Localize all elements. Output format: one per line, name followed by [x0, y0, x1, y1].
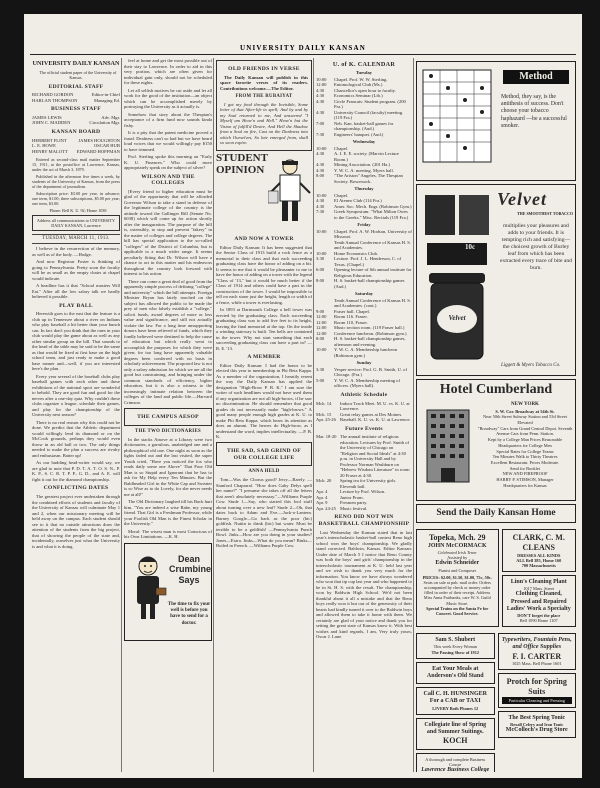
- dean-crumbine-ad: [124, 543, 212, 641]
- hotel-details: [477, 402, 573, 489]
- sad-grind-heading: THE SAD, SAD GRIND OF OUR COLLEGE LIFE: [227, 447, 301, 461]
- entry-time: 7:30: [316, 131, 325, 137]
- theatre-name: Sam S. Shubert: [435, 637, 476, 644]
- kansan-board-heading: KANSAN BOARD: [51, 128, 101, 135]
- entry-time: 4:30: [316, 198, 325, 204]
- humor-paragraph: Tom—Was the Chorus good? Jerry—Rarely. —Stanford Chaparral. "How does Gaby Delys spell her name?" "I presume she takes off all the letters that aren't absolutely necessary."—Williams Purple Cow. Stude 1—Say, who started this fool stuff about turning over a new leaf? Stude 2—Oh, that dates back to Adam and Eve.—Jack-o-Lantern. Barney Google—Go back as the poor (hic) goldfish. Nuttin to drink (hic) but water. Must be terrible to be a goldfish! —Pennsylvania Punch Bowl. Jinks—How are you doing in your studies? Jones—Extra. Jinks—What do you mean? Binks—Boiled in French. —Williams Purple Cow.: [216, 477, 312, 549]
- linns-cleaning-ad: [502, 575, 577, 627]
- entry-event: Economics Seminar (Lib.): [334, 93, 383, 99]
- entry-time: 4:30: [316, 93, 325, 99]
- spring-tonic-ad: [498, 711, 577, 739]
- calendar-entry: [316, 151, 412, 162]
- entry-time: 12:00: [316, 82, 327, 88]
- entry-time: 10:00: [316, 228, 327, 234]
- staff-role: Circulation Mgr.: [89, 120, 120, 126]
- editorial-paragraph: Herewith goes to the east that the feature is a club up in Tennessee about a river on Indians who play baseball a hit better than your bunch can. In fact don't you think that the ones in your club would play the game about as well as any other similar group on the hill. That sounds to the head of the table may be said to be the same as that would be fixed at first base on the high school team, and just ready to make a good base runner and—well, if you are interested here's the plan.: [32, 311, 120, 372]
- hunsinger-cab-ad: [416, 687, 495, 715]
- tally-chart-icon: [421, 66, 493, 166]
- calendar-entry: [316, 278, 412, 289]
- hotel-line: HARRY P. STIMSON, Manager: [496, 477, 554, 483]
- entry-event: Opening lecture of Sth annual institute for Religious Education.: [334, 267, 412, 278]
- calendar-entry: [316, 110, 412, 121]
- aesop-title: THE TWO DICTIONARIES: [135, 429, 201, 435]
- velvet-ad-text: multiplies your pleasures and adds to your friends. It is tempting rich and satisfying—the choicest growth of Burley leaf from which has been extracted every trace of bite and burn.: [500, 223, 572, 271]
- staff-name: JAMES LEWIS: [32, 114, 62, 120]
- entry-time: 10:00: [316, 250, 327, 256]
- entry-event: Mining Association. (201 Ha.): [334, 162, 391, 168]
- entry-time: 4:30: [316, 98, 325, 104]
- staff-name: RICHARD GORDON: [32, 92, 74, 98]
- aesop-moral: Moral: The wisest man is most Conscious of his Own Limitations. —K. H.: [124, 528, 212, 540]
- hotel-line: Excellent Restaurant. Prices Moderate.: [490, 459, 560, 465]
- subscription-notice: Subscription price: $3.00 per year, in advance; one term, $1.00; three subscriptions, $5.00 per year; one term, $3.00.: [32, 191, 120, 207]
- method-ad-title: Method: [503, 70, 569, 84]
- opinion-paragraph: In 1893 at Dartmouth College a bell tower was erected by the graduating class. Each succeeding graduating class was to add five feet to its height, leaving the final memorial at the top. On the inside a winding stairway is built. Ten bells are contained in the tower. Why not start something that each succeeding graduating class can have a part in? —R. E. '13.: [216, 307, 312, 351]
- calendar-entry: [316, 336, 412, 347]
- student-opinion-banner: [216, 153, 312, 233]
- linns-specialty: Ladies' Work a Specialty: [506, 605, 571, 612]
- staff-row: [32, 98, 120, 104]
- entry-time: 12:00: [316, 330, 327, 336]
- student-opinion-title: STUDENT OPINION: [216, 151, 268, 176]
- entry-event: Spring tea for University girls. Eleventh hall.: [340, 478, 397, 489]
- conflicting-dates-heading: CONFLICTING DATES: [43, 485, 109, 492]
- business-staff-heading: BUSINESS STAFF: [51, 106, 101, 113]
- hotel-address: S. W. Cor. Broadway at 54th St.: [495, 408, 555, 414]
- special-trains: Special Trains on the Santa Fe for Concert. Good Service.: [426, 605, 489, 616]
- paper-subtitle: The official student paper of the University of Kansas.: [39, 70, 117, 81]
- ad-stack: [502, 526, 577, 630]
- crumbine-ad-title: Dean Crumbine Says: [169, 553, 212, 585]
- entry-event: Y. W. C. A. Membership meeting of officers. (Myers hall).: [334, 377, 401, 389]
- method-tobacco-ad: [416, 61, 576, 181]
- entry-event: H. S. basket-ball championship games, afternoon and evening.: [334, 336, 406, 347]
- calendar-day-heading: Wednesday: [352, 139, 376, 145]
- calendar-entry: [316, 298, 412, 309]
- editorial-paragraph: feel at home and get the most possible out of their stay to Lawrence. In order to aid in this very portion, which are often given for individual gain only, should not be scheduled for these nights.: [124, 58, 212, 85]
- verse-box: [216, 60, 312, 151]
- verse-heading: OLD FRIENDS IN VERSE: [228, 66, 300, 72]
- entry-event: Home Economics Club.: [334, 250, 379, 256]
- entry-event: Fresmen party.: [340, 500, 368, 506]
- calendar-day-heading: Tuesday: [355, 70, 373, 76]
- hotel-line: Headquarters for Kansas: [503, 482, 547, 488]
- linns-name: Linn's Cleaning Plant: [510, 579, 567, 586]
- entry-time: [316, 240, 334, 251]
- concert-seat-note: Seats on sale at pub. mail order. Orders accompanied by check or money order filled in order of their receipt. Address Miss Anna Fairbanks, care W. S. Guild Music Store.: [423, 579, 491, 606]
- campus-aesop-heading: THE CAMPUS AESOP: [137, 414, 199, 421]
- future-entry: [316, 506, 412, 512]
- entry-time: 10:00: [316, 347, 327, 353]
- calendar-entry: [316, 132, 412, 138]
- hotel-line: Special Rates for College Teams: [496, 448, 554, 454]
- linns-reminder: DON'T forget the place: [517, 612, 561, 618]
- student-figure-icon: [268, 157, 312, 227]
- hotel-line: Send for Booklet: [510, 465, 540, 471]
- entry-time: 9:00: [316, 308, 325, 314]
- entry-event: Lecture. Prof. J. L. Henderson, C. of Texas. (Chapel.): [334, 256, 402, 267]
- address-box: Address all communications to UNIVERSITY DAILY KANSAN, Lawrence: [32, 215, 120, 231]
- entry-time: 10:00: [316, 145, 327, 151]
- future-entry: [316, 434, 412, 478]
- clark-cleaners-ad: [502, 529, 577, 572]
- hotel-line: Kept by a College Man Prices Reasonable: [487, 437, 563, 443]
- entry-time: 5:00: [316, 377, 325, 383]
- calendar-entry: [316, 229, 412, 240]
- entry-date: Mch. 14: [316, 400, 332, 406]
- entry-event: Chapel.: [334, 192, 349, 198]
- calendar-day-heading: Friday: [357, 222, 371, 228]
- carter-goods: Typewriters, Fountain Pens, and Office Supplies: [501, 637, 572, 651]
- carter-name: F. I. CARTER: [512, 651, 562, 661]
- linns-service: Clothing Cleaned, Pressed and Repaired: [510, 591, 567, 605]
- entry-event: Baseball. K. U. vs. K. U. at Lawrence.: [340, 417, 411, 423]
- staff-name: JOHN C. MADDEN: [32, 120, 71, 126]
- hotel-line: Near 50th Street Subway Station and 53d Street Elevated: [482, 414, 568, 425]
- entry-event: The annual institute of religious education. Lectures by Prof. Smith of the University of Chicago on "Religion and Social Ideals" at 4:30 p.m. in University Hall and by Professor Norman Washburn on "Hebrew Wisdom Literature" in room 20 Fraser at 4:30.: [340, 434, 410, 478]
- column-divider: [413, 58, 414, 772]
- entry-event: Entomological Club (Ms.): [334, 82, 383, 88]
- opinion-paragraph: Editor Daily Kansan: It has been suggested that the Senior Class of 1913 build a rock fence as a memorial to their class and that each succeeding graduating class have the honor of adding on a bit. It seems to me that it would be pleasanter to me to have the honor of adding on a tower with the legend "Class of '13," but it would be much better if the Class of 1914 and others could have a part in the construction of the tower. I would be impossible to tell on each stone just the height, length or width of a fence, while a tower is everlasting.: [216, 244, 312, 305]
- editorial-paragraph: There can come a great deal of good from the apparently simple process of defining "college" and university" which the bill attempts. Foreign Minister Bryan has lately touched on the subject has allowed the public to be made the prey of men who falsely establish a "college," solicit funds, award degrees of more or less value and significance, and still not actually violate the law. For a long time unsupporting donors have been relieved of funds, which they fondly believed were destined to help the cause of education but which really went to accomplish the purposes for which they were given; for too long have apparently valuable degrees been conferred with no basis in scholarly achievement. The proposed law is not only a salary admission for which we are all the good but constraining, and bringing under the common standards of efficiency, higher education, but it is also a witness to the increasingly intimate relation between the colleges of the land and public life.—Harvard Crimson.: [124, 278, 212, 405]
- calendar-entry: [316, 367, 412, 378]
- editorial-paragraph: The greatest project ever undertaken through the combined efforts of students and faculty of the University of Kansas will culminate May 1 and 2, when our missionary meeting will be held away on the campus. Each student should see to it that no outside attractions draw the attention of the students from the big project, that of showing the people of the state and, incidentally, ourselves just what the University is and what it is doing.: [32, 494, 120, 549]
- carter-supplies-ad: [498, 633, 577, 670]
- linns-address: 1017 Mass. Street: [523, 586, 555, 592]
- athletic-entry: [316, 401, 412, 412]
- editorial-paragraph: A headline has it that "School masters Will Eat." After all the low salary talk we hardly believed it possible.: [32, 283, 120, 300]
- entry-event: Greek Symposium: "What Milton Owes to the Greeks." Misc. Recitals (119 Fra.): [334, 209, 409, 220]
- ad-stack: [416, 630, 495, 772]
- entry-date: Apr. 4: [316, 494, 328, 500]
- future-events: [316, 434, 412, 511]
- entry-time: 4:30: [316, 162, 325, 168]
- editorial-paragraph: Every year several of the baseball clubs play baseball games with each other and these exhibitions of the national sport are wonderful to behold. They are good fun and good for the nerves after a one-day quiz. Why couldn't these clubs organize a league, schedule their games, and play for the championship of the University next season?: [32, 373, 120, 418]
- crumbine-ad-text: The time to fix your well is before you have to send for a doctor.: [167, 601, 211, 626]
- entry-date: Apr. 4: [316, 489, 328, 495]
- calendar-column: [316, 58, 412, 772]
- entry-time: 4:30: [316, 109, 325, 115]
- future-heading: Future Events: [345, 425, 383, 432]
- editorial-staff-heading: EDITORIAL STAFF: [48, 83, 104, 90]
- koch-name: KOCH: [443, 736, 468, 746]
- ad-row: [416, 630, 576, 772]
- calendar-entry: [316, 240, 412, 251]
- editorial-paragraph: And now Registrar Foster is thinking of going to Pennsylvania. Pretty soon the faculty will be as small as the empty chairs at chapel would indicate.: [32, 259, 120, 281]
- entry-time: 7:30: [316, 209, 325, 215]
- entry-event: Tenth Annual Conference of Kansas H. S. and Academies. (cont.): [334, 297, 411, 309]
- hotel-building-icon: [423, 404, 473, 484]
- entry-event: Amer. Soc. Mech. Engr. (Robinson Gym.): [334, 203, 412, 209]
- protch-suits-ad: [498, 673, 577, 707]
- entry-event: H. S. basket-ball championship games (Aud.): [334, 278, 405, 289]
- future-entry: [316, 478, 412, 489]
- tin-label: Velvet: [448, 314, 466, 322]
- concert-artist: JOHN McCORMACK: [427, 542, 487, 549]
- entry-event: "The Ariston" Angeles, The Thespian Society. Bowersock.: [334, 173, 403, 184]
- concert-prices: PRICES: $2.00, $1.50, $1.00, 75c, 50c.: [422, 574, 492, 580]
- entry-event: Great relay games at Des Moines.: [340, 411, 403, 417]
- biz-college: Lawrence Business College: [421, 766, 490, 772]
- artist-tagline: Celebrated Irish Tenor: [437, 550, 477, 556]
- method-ad-text: Method, they say, is the antithesis of success. Don't choose your tobacco haphazard —be a successful smoker.: [501, 94, 567, 129]
- entry-event: Chapel. Prof. A. W. Hodson, University of Missouri.: [334, 228, 412, 240]
- reno-heading: RENO DID NOT WIN BASKETBALL CHAMPIONSHIP: [318, 514, 410, 528]
- anderson-meals-ad: Eat Your Meals at Anderson's Old Stand: [416, 662, 495, 684]
- hotel-line: "Broadway" Cars from Grand Central Depot. Seventh Avenue Cars from Penn. Station.: [477, 425, 573, 437]
- entry-time: 4:30: [316, 151, 325, 157]
- entry-event: Room 116. Fraser.: [334, 314, 368, 320]
- entry-date: Mch. 15: [316, 411, 332, 417]
- sad-grind-title: ANNA HELD: [248, 469, 280, 475]
- column-divider: [121, 58, 122, 772]
- staff-role: Editor-in-Chief: [91, 92, 120, 98]
- entry-time: 3:30: [316, 366, 325, 372]
- editorial-paragraph: Let all selfish motives be cut aside and let all work for the good of the institution—an object which can be accomplished merely by portraying the University as it actually is.: [124, 87, 212, 109]
- column-divider: [213, 58, 214, 772]
- calendar-entry: [316, 267, 412, 278]
- entry-time: 4:30: [316, 87, 325, 93]
- aesop-paragraph: The Old Dictionary laughed till his Back hurt him. "You are indeed a wise Babe, my young friend. That Girl is a Freshman Professor, while your Foolish Old Man is the Finest Scholar in the University.": [124, 499, 212, 527]
- hotel-line: Headquarters for College Men: [498, 442, 552, 448]
- assisted-by: Assisted by: [447, 555, 468, 561]
- calendar-heading: U. of K. CALENDAR: [332, 61, 396, 68]
- reno-paragraph: Last Wednesday the Kansan stated that in last year's interscholastic basket-ball contest Reno high school won the boys' championship. We gladly stand corrected. Baldwin, Kansas. Editor Kansan: Under date of March 5 I notice that Reno County was both the boys' and girls' championship in the interscholastic tournament at K. U. held last year and we wish to thank you very much for the information. You know we have always wondered who won that tip cup last year and who happened to be in St. H. S. with the result. The championship, won by Baldwin High School. We'd not been thankful about it all a mistake and that the Reno boys really won it but out of the generosity of their hearts had kindly turned it over to the Baldwin boys and allowed them to take it home with them. We certainly are glad of your notice and thank you for setting the great state of Kansas know it. With best wishes and kind regards, I am, Very truly yours, Oscar J. Lane.: [316, 529, 412, 640]
- entry-event: Tenth Annual Conference of Kansas H. S. and Academies.: [334, 239, 411, 251]
- ad-stack: [498, 630, 577, 772]
- entered-notice: Entered as second-class mail matter September 15, 1911, at the postoffice at Lawrence, Kansas, under the act of March 3, 1879.: [32, 157, 120, 173]
- mccormack-concert-ad: [416, 529, 499, 627]
- entry-event: Y. W. C. A. Membership luncheon (Robinson gym.): [334, 347, 398, 358]
- hotel-line: Ten Minutes Walk to Thirty Theatres: [492, 454, 558, 460]
- hotel-line: NEW AND FIREPROOF: [502, 471, 548, 477]
- entry-event: Lecture by Prof. Wilson.: [340, 489, 386, 495]
- board-member: OSCAR HUB: [93, 143, 120, 149]
- hunsinger-text: Call C. H. HUNSINGER For a CAB or TAXI: [423, 691, 487, 705]
- tobacco-tin-icon: [419, 189, 495, 369]
- page-masthead: UNIVERSITY DAILY KANSAN: [239, 44, 366, 52]
- athletic-heading: Athletic Schedule: [340, 391, 388, 398]
- newspaper-page: [24, 14, 582, 778]
- calendar-day-heading: Sunday: [356, 360, 372, 366]
- editorial-column-2: [124, 58, 212, 772]
- koch-suits-ad: [416, 718, 495, 750]
- board-member: JAMES HOUGHTON: [78, 137, 120, 143]
- editorial-column: [32, 58, 120, 772]
- tin-price: 10c: [465, 243, 476, 251]
- protch-name: Protch for Spring Suits: [506, 677, 567, 696]
- hotel-lines: [477, 414, 573, 488]
- verse-opinion-column: [216, 58, 312, 772]
- entry-time: 12:00: [316, 325, 327, 331]
- ads-column: [416, 58, 576, 772]
- velvet-logo: Velvet: [497, 189, 547, 209]
- editorial-paragraph: It is a pity that the patent medicine proved a fraud. Deafness can't so bad but we have heard loud voices that we would willingly pay $150 to have trimmed.: [124, 130, 212, 152]
- tonic-heading: The Best Spring Tonic: [508, 714, 566, 721]
- entry-event: Engineers' banquet. (Aud.): [334, 131, 384, 137]
- tower-heading: AND NOW A TOWER: [234, 235, 294, 242]
- entry-time: 3:30: [316, 256, 325, 262]
- calendar-entry: [316, 378, 412, 389]
- masthead-rule: [30, 54, 576, 55]
- athletic-schedule: [316, 401, 412, 423]
- hotel-location: NEW YORK: [511, 402, 539, 407]
- entry-event: Fraser hall. Chapel.: [334, 308, 370, 314]
- editorial-paragraph: Somehow that story about the Thespian's acceptance of a firm fund now sounds kinda fishy.: [124, 111, 212, 128]
- editorial-paragraph: [Every friend to higher education must be glad of the opportunity that will be afforded Governor Wilson to take a stand in defense of the legitimate college of the country is the attitude toward the Gallinger Bill (Senate No. 6038) which will come up for action shortly after the inauguration. The purpose of the bill is, ostensibly, to stop and prevent "fakery" in the matter of colleges and college degrees. The bill has special application to the so-called "colleges" of the District of Columbia, but is applicable to a much wider range. It seems peculiarly fitting that Dr. Wilson will have a chance to act in this matter and his endeavors throughout the country look forward with interest to his action.: [124, 188, 212, 277]
- entry-time: 12:00: [316, 319, 327, 325]
- theatre-this-week: This week Every Woman: [433, 644, 477, 650]
- editorial-paragraph: Prof. Sterling spoke this morning on "Early K. U. Finances." Who could more appropriately speak on the subject of silver?: [124, 154, 212, 170]
- calendar-day-heading: Saturday: [354, 291, 374, 297]
- entry-time: 10:00: [316, 192, 327, 198]
- entry-time: 8:00: [316, 336, 325, 342]
- entry-date: Mch. 20: [316, 478, 332, 484]
- editorial-paragraph: I believe in the resurrection of the memory, as well as of the body. —Hodge.: [32, 246, 120, 257]
- calendar-entry: [316, 347, 412, 358]
- staff-row: [32, 120, 120, 126]
- column-divider: [313, 58, 314, 772]
- entry-event: University Council (faculty) meeting. (119 Fra.): [334, 109, 404, 121]
- koch-line: Collegiate line of Spring and Summer Suitings.: [424, 721, 487, 735]
- clark-heading: CLARK, C. M. CLEANS: [512, 533, 565, 552]
- sad-grind-box: [216, 442, 312, 466]
- assisting-role: Pianist and Composer: [438, 567, 477, 573]
- verse-title: FROM THE RUBAIYAT: [235, 94, 293, 100]
- entry-event: Neb. Kan. basket-ball games for championship. (Aud.): [334, 120, 394, 132]
- velvet-tagline: THE SMOOTHEST TOBACCO: [517, 211, 574, 216]
- entry-time: 7:00: [316, 120, 325, 126]
- staff-name: HARLAN THOMPSON: [32, 97, 78, 103]
- entry-event: Chapel.: [334, 145, 349, 151]
- entry-time: 8:00: [316, 278, 325, 284]
- calendar-entry: [316, 99, 412, 110]
- entry-date: Apr. 24-25: [316, 505, 336, 511]
- board-member: HERBERT FLINT: [32, 137, 67, 143]
- entry-time: 12:00: [316, 314, 327, 320]
- member-heading: A MEMBER: [247, 354, 281, 361]
- board-member: HENRY MALOTT: [32, 148, 68, 154]
- shubert-theatre-ad: [416, 633, 495, 659]
- livery-phones: LIVERY Both Phones 12: [432, 705, 479, 711]
- velvet-tobacco-ad: [416, 184, 576, 376]
- concert-date: Topeka, Mch. 29: [428, 533, 486, 543]
- staff-role: Managing Ed.: [93, 97, 120, 103]
- board-row: [32, 149, 120, 155]
- entry-event: Chapel. Prof. W. W. Sterling.: [334, 76, 388, 82]
- calendar-entry: [316, 121, 412, 132]
- clark-phone: ALL Bell 385, Home 160: [516, 557, 562, 563]
- issue-date: TUESDAY, MARCH 11, 1913.: [32, 234, 120, 244]
- entry-time: 4:30: [316, 167, 325, 173]
- verse-text: I got my food through the Invisible, Some letter of that After-life to spell; And by and by my Soul returned to me, And answered "I Myself am Heav'n and Hell." Heav'n but the Vision of fulfill'd Desire, And Hell the Shadow from a Soul on fire, Cast on the Darkness into which Ourselves, So late emerged from, shall so soon expire.: [220, 101, 308, 146]
- entry-event: A. I. E. E. society. (Marvin Lecture Room.): [334, 151, 399, 162]
- entry-event: Chancellor's open hour to faculty.: [334, 87, 396, 93]
- linns-phone: Bell 1090 Home 1107: [519, 618, 558, 624]
- published-notice: Published in the afternoon five times a week, by students of the University of Kansas, from the press of the department of journalism.: [32, 174, 120, 190]
- theatre-show: The Passing Show of 1912: [431, 649, 479, 655]
- entry-date: Apr. 25-26: [316, 417, 336, 423]
- entry-event: Vesper service: Prof. G. B. Smith, U. of Chicago. (Fra.): [334, 366, 407, 378]
- ad-row: [416, 526, 576, 630]
- athletic-entry: [316, 417, 412, 423]
- entry-event: Indoor Track Meet. M. U. vs. K. U. at Lawrence.: [340, 400, 410, 412]
- entry-event: Music festival.: [340, 505, 368, 511]
- verse-intro: The Daily Kansan will publish in this space favorite verses of its readers. Contributions welcome.—The Editor.: [220, 74, 308, 91]
- tonic-product: Rexall Celery and Iron Tonic: [510, 721, 564, 727]
- campus-aesop-box: [124, 408, 212, 426]
- protch-sub: Particular Cleaning and Pressing: [502, 697, 573, 704]
- drug-store-name: McColloch's Drug Store: [505, 727, 568, 734]
- entry-time: [316, 298, 334, 309]
- staff-role: Adv. Mgr.: [101, 114, 120, 120]
- wilson-heading: WILSON AND THE COLLEGES: [141, 173, 195, 187]
- doctor-illustration-icon: [128, 552, 168, 622]
- entry-event: Circle Francais: Student program. (200 Fra.): [334, 98, 406, 110]
- opinion-paragraph: Editor Daily Kansan: I had the honor to be elected this year to membership in Phi Beta Kappa. As a member of the organization, I heartily resent the way the Daily Kansan has applied the designation "High-Brow P. B. K." I am sure the writer of such headlines would not have used them if any organization are not all high-brows, if he saw no discrimination. He should remember that good grades do not necessarily make "high-brows." A good many people enough high grades at K. U. to make Phi Beta Kappa, which bears its attention as does an alumni. The heroes do High-brow, as I understand the word, implies intellectuality. —P. B. K.: [216, 362, 312, 440]
- calendar-day-heading: Thursday: [354, 186, 374, 192]
- editorial-paragraph: As our budding head-writer would say, we are glad to note that P. D. T. A. T. O. S. N., P. K. P., S. C. R. T. P. P., G. D., and A. E. will fight it out for the diamond championship.: [32, 460, 120, 482]
- editorial-paragraph: There is no real reason why this could not be done. We predict that the Athletic department would willingly lend its diamond or on the McCook grounds, perhaps they would even throw in an old ball or two. The only things needed to make the plan a success are rivalry and enthusiasm. Batter up!: [32, 419, 120, 458]
- entry-time: 4:30: [316, 203, 325, 209]
- calendar-entry: [316, 173, 412, 184]
- entry-event: Y. W. C. A. meeting. Myers hall.: [334, 167, 394, 173]
- aesop-paragraph: In the stacks Ainove at a Library were two dictionaries, a garrulous, unabridged one and a philosophical old one. One night as soon as the lights faded out and the last visited, the super Youth cried, "Have you noticed the fox who reads daily some one Above" That Poor Old Man is so Stupid and Ignorant that he has to ask for My Help every Ten Minutes. But the Baldheaded Girl in the White Cap and Sweater is so Wise as to do Lovely, for she never needs me at all!": [124, 436, 212, 497]
- entry-date: Mar. 18-20: [316, 434, 337, 440]
- entry-time: 8:00: [316, 173, 325, 179]
- assisting-artist: Edwin Schneider: [435, 560, 480, 567]
- send-kansan-home-ad: Send the Daily Kansan Home: [416, 504, 576, 523]
- entry-event: Conference luncheon. (Robinson gym.): [334, 330, 407, 336]
- calendar-days: [316, 70, 412, 389]
- phone-notice: Phone: Bell K. U. 92; Home 1038: [49, 208, 107, 214]
- entry-event: Music section room. (119 Fraser hall.): [334, 325, 405, 331]
- entry-time: 6:00: [316, 267, 325, 273]
- business-college-ad: [416, 753, 495, 772]
- clark-sub: DRESSES ALL KINDS: [517, 552, 561, 558]
- carter-address: 1025 Mass. Bell Phone 1601: [511, 661, 562, 667]
- entry-event: Room 110, Fraser.: [334, 319, 368, 325]
- hotel-cumberland-ad: [416, 379, 576, 501]
- clark-address: 700 Massachusetts: [521, 562, 556, 568]
- paper-title: UNIVERSITY DAILY KANSAN: [32, 60, 120, 67]
- entry-event: El Ateneo Club (114 Fra.): [334, 198, 382, 204]
- entry-date: Apr. 9: [316, 500, 328, 506]
- biz-course: A thorough and complete Business Course: [425, 756, 486, 767]
- calendar-entry: [316, 209, 412, 220]
- calendar-entry: [316, 256, 412, 267]
- board-member: EDWARD HOFFMAN: [76, 148, 120, 154]
- play-ball-heading: PLAY BALL: [59, 302, 93, 309]
- entry-event: Junior Prom.: [340, 494, 364, 500]
- board-member: L. E. HOWE: [32, 143, 56, 149]
- velvet-signature: Liggett & Myers Tobacco Co.: [501, 363, 561, 368]
- entry-time: 10:00: [316, 76, 327, 82]
- hotel-name: Hotel Cumberland: [439, 382, 553, 397]
